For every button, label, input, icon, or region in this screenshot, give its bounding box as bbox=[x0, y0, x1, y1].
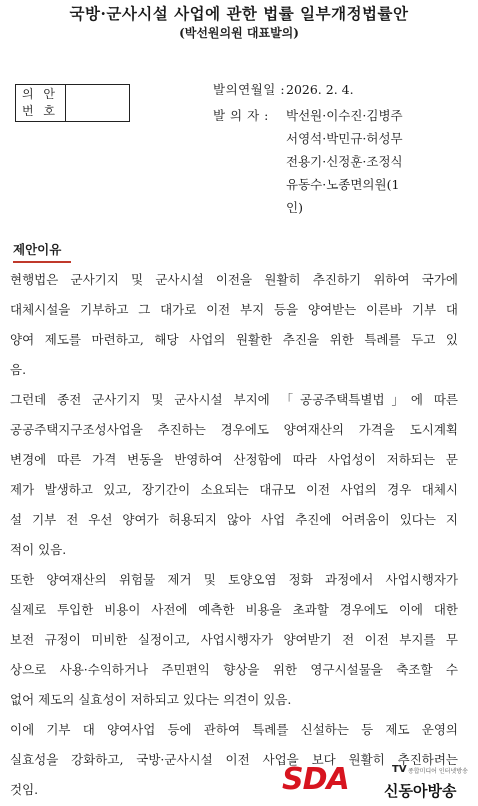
bill-number-label-line1: 의 안 bbox=[22, 87, 58, 101]
bill-number-label bbox=[16, 85, 66, 121]
bill-number-box bbox=[15, 84, 130, 122]
proposer-line: 박선원·이수진·김병주 bbox=[286, 108, 403, 123]
body-line: 실제로 투입한 비용이 사전에 예측한 비용을 초과할 경우에도 이에 대한 bbox=[10, 602, 458, 617]
broadcaster-watermark bbox=[282, 762, 478, 806]
body-line: 상으로 사용·수익하거나 주민편익 향상을 위한 영구시설물을 축조할 수 bbox=[10, 662, 458, 677]
body-line: 그런데 종전 군사기지 및 군사시설 부지에 「공공주택특별법」에 따른 bbox=[10, 392, 458, 407]
body-line: 이에 기부 대 양여사업 등에 관하여 특례를 신설하는 등 제도 운영의 bbox=[10, 722, 458, 737]
date-value: 2026. 2. 4. bbox=[286, 82, 354, 97]
body-line: 변경에 따른 가격 변동을 반영하여 산정함에 따라 사업성이 저하되는 문 bbox=[10, 452, 458, 467]
broadcaster-tagline: 종합미디어 인터넷방송 bbox=[408, 768, 468, 775]
body-line: 실효성을 강화하고, 국방·군사시설 이전 사업을 보다 원활히 추진하려는 bbox=[10, 752, 458, 767]
section-title-underline bbox=[13, 261, 71, 263]
body-line: 대체시설을 기부하고 그 대가로 이전 부지 등을 양여받는 이른바 기부 대 bbox=[10, 302, 458, 317]
broadcaster-name: 신동아방송 bbox=[384, 782, 457, 800]
bill-number-value bbox=[66, 85, 129, 121]
body-line: 설 기부 전 우선 양여가 허용되지 않아 사업 추진에 어려움이 있다는 지 bbox=[10, 512, 458, 527]
body-line: 현행법은 군사기지 및 군사시설 이전을 원활히 추진하기 위하여 국가에 bbox=[10, 272, 458, 287]
body-line: 공공주택지구조성사업을 추진하는 경우에도 양여재산의 가격을 도시계획 bbox=[10, 422, 458, 437]
broadcaster-logo: SDA bbox=[282, 762, 349, 797]
date-label: 발의연월일 : bbox=[213, 82, 286, 97]
broadcaster-logo-tv: TV bbox=[392, 764, 407, 775]
proposer-label: 발 의 자 : bbox=[213, 108, 269, 123]
body-line: 보전 규정이 미비한 실정이고, 사업시행자가 양여받기 전 이전 부지를 무 bbox=[10, 632, 458, 647]
document-subtitle: (박선원의원 대표발의) bbox=[179, 26, 299, 40]
body-line: 적이 있음. bbox=[10, 542, 67, 557]
proposer-line: 전용기·신정훈·조정식 bbox=[286, 154, 403, 169]
body-line: 양여 제도를 마련하고, 해당 사업의 원활한 추진을 위한 특례를 두고 있 bbox=[10, 332, 458, 347]
proposer-line: 인) bbox=[286, 200, 303, 215]
body-line: 제가 발생하고 있고, 장기간이 소요되는 대규모 이전 사업의 경우 대체시 bbox=[10, 482, 458, 497]
body-line: 음. bbox=[10, 362, 27, 377]
body-line: 것임. bbox=[10, 782, 39, 797]
body-line: 또한 양여재산의 위험물 제거 및 토양오염 정화 과정에서 사업시행자가 bbox=[10, 572, 458, 587]
proposer-line: 유동수·노종면의원(1 bbox=[286, 177, 400, 192]
proposer-line: 서영석·박민규·허성무 bbox=[286, 131, 403, 146]
body-line: 없어 제도의 실효성이 저하되고 있다는 의견이 있음. bbox=[10, 692, 292, 707]
document-title: 국방·군사시설 사업에 관한 법률 일부개정법률안 bbox=[69, 4, 409, 23]
bill-number-label-line2: 번 호 bbox=[22, 104, 58, 118]
section-title: 제안이유 bbox=[13, 242, 62, 257]
